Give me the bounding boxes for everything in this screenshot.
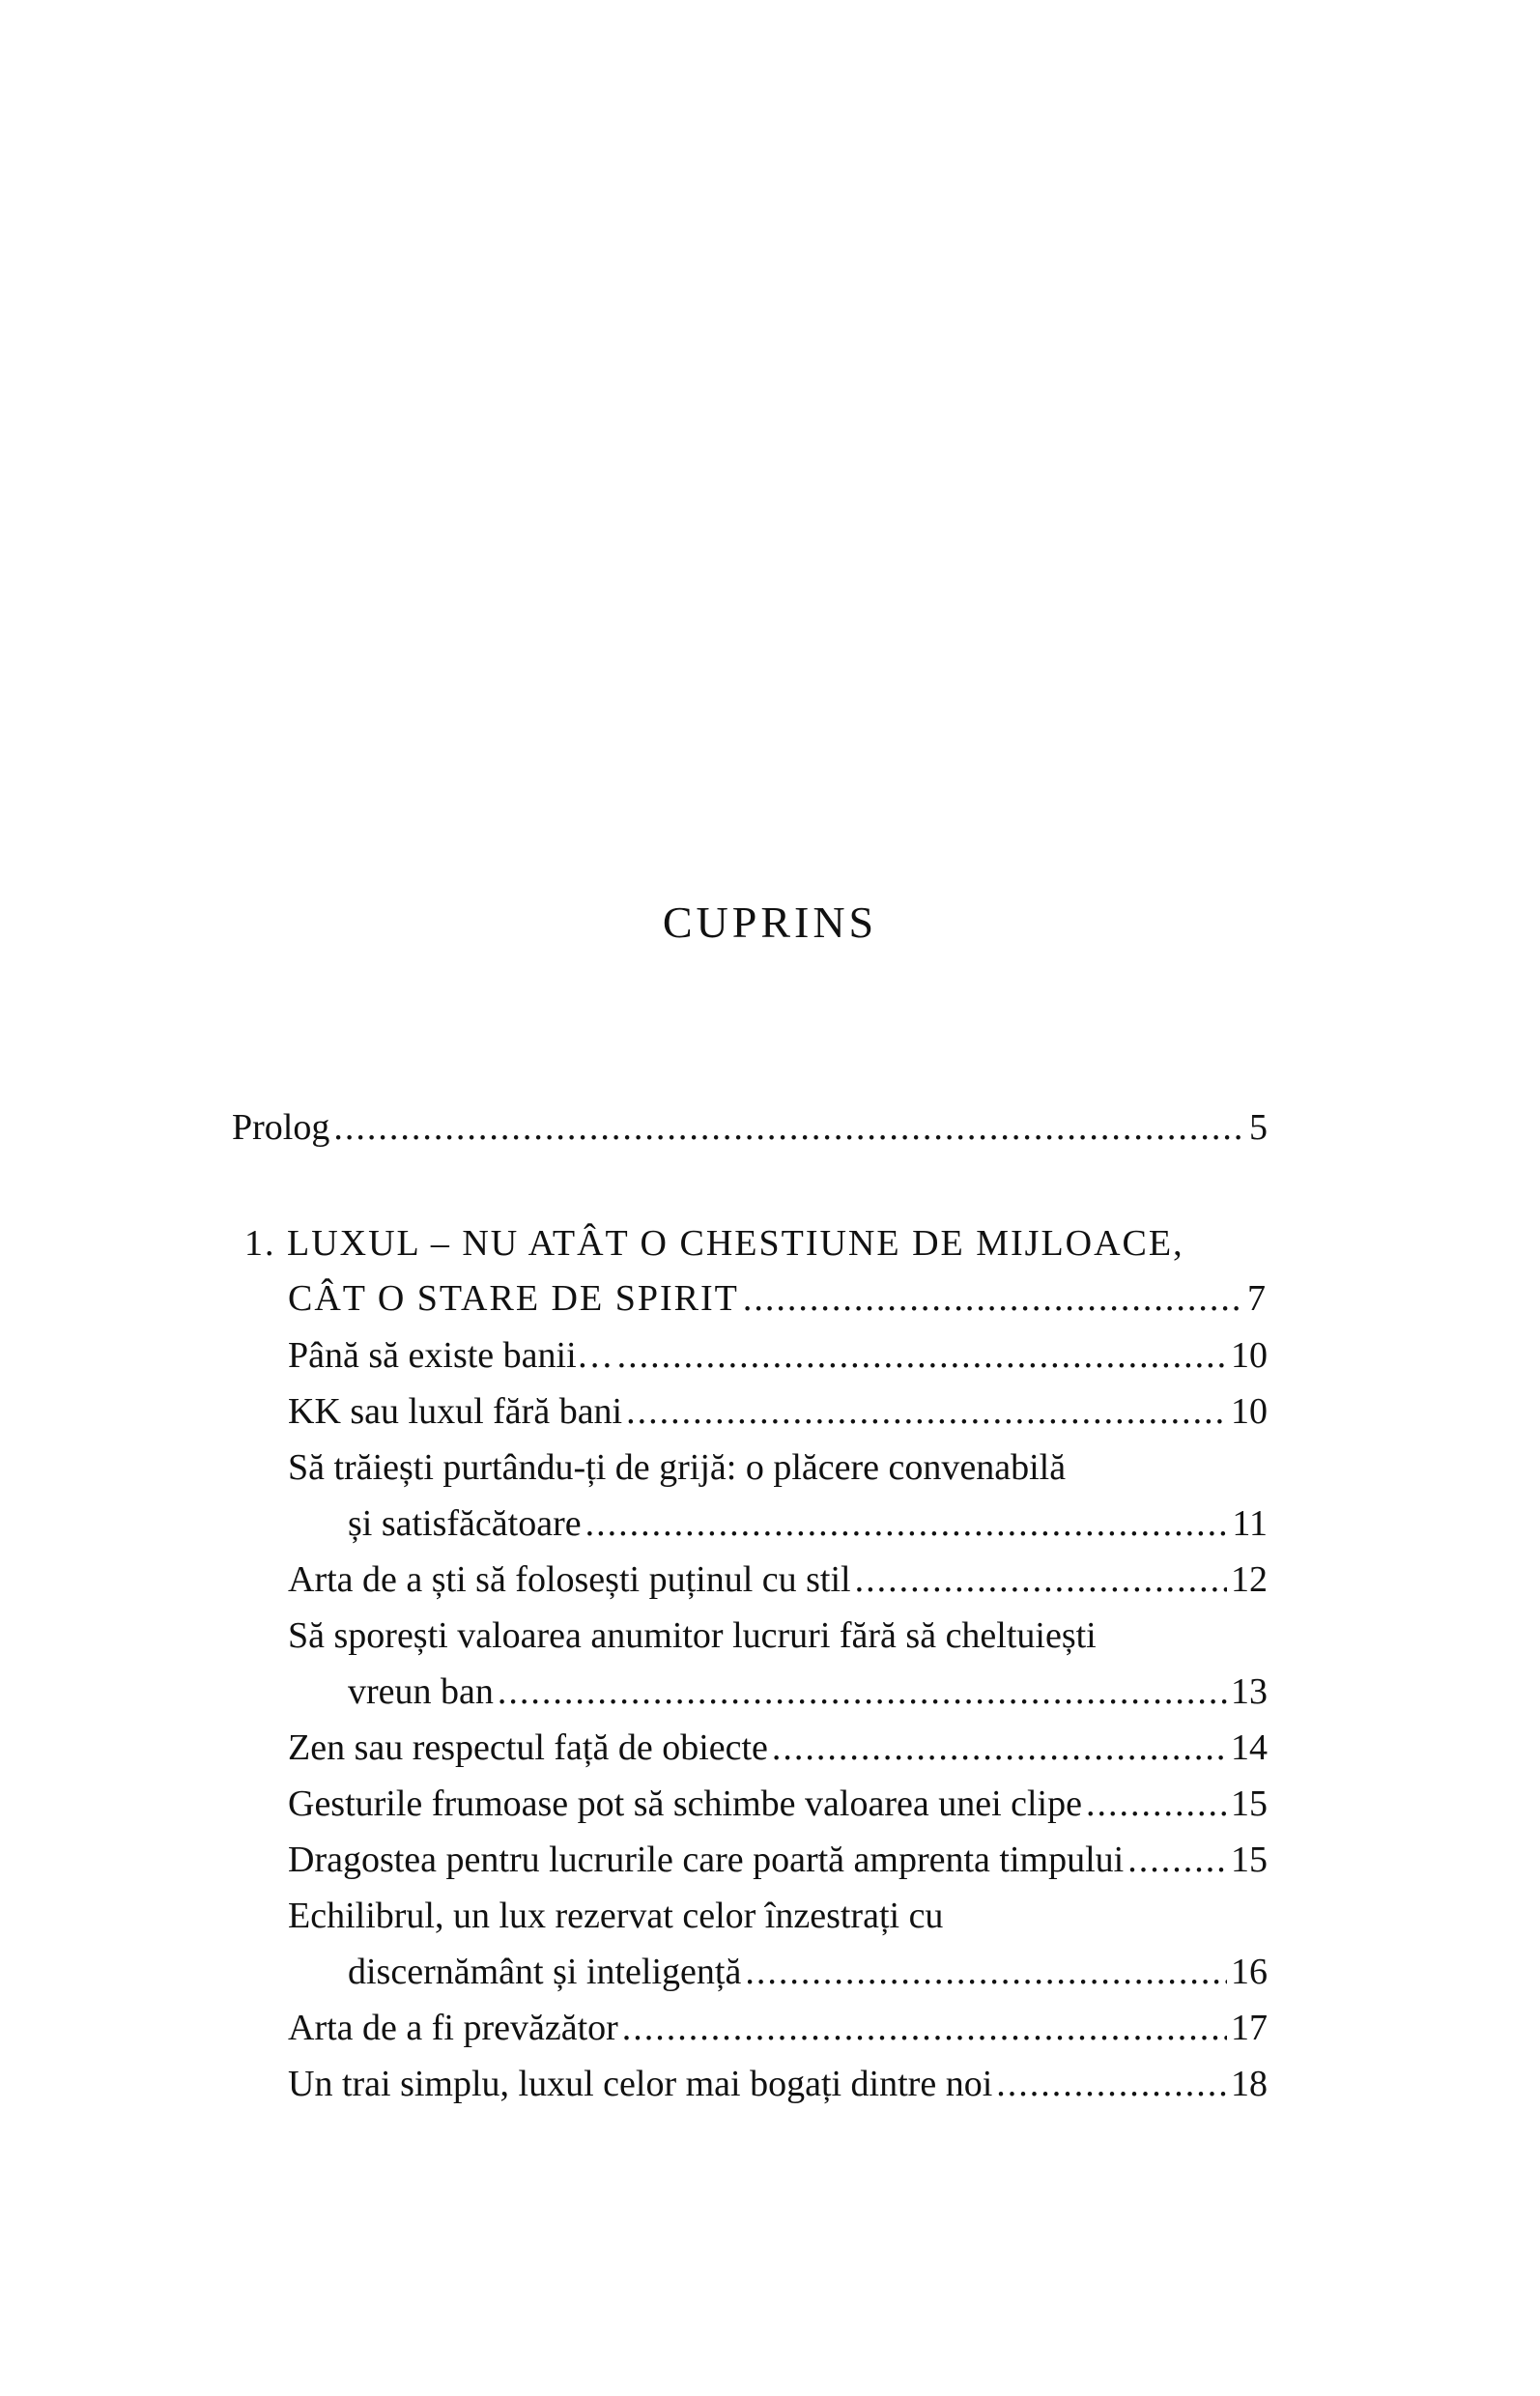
toc-entry-page: 10	[1231, 1335, 1268, 1376]
toc-entry-section	[288, 1331, 1268, 1380]
dot-leader	[622, 2004, 1227, 2052]
toc-entry-label: Arta de a ști să folosești puținul cu stil	[288, 1559, 851, 1600]
toc-entry-page: 10	[1231, 1391, 1268, 1432]
dot-leader	[333, 1103, 1245, 1152]
dot-leader	[498, 1668, 1227, 1716]
toc-entry-page: 15	[1231, 1840, 1268, 1880]
dot-leader	[617, 1331, 1227, 1380]
toc-entry-section	[348, 1668, 1268, 1716]
dot-leader	[743, 1274, 1243, 1323]
toc-entry-section	[288, 2004, 1268, 2052]
toc-entry-section	[288, 1724, 1268, 1772]
toc-entry-label: vreun ban	[348, 1671, 494, 1712]
dot-leader	[772, 1724, 1227, 1772]
toc-entry-page: 16	[1231, 1952, 1268, 1992]
toc-entry-page: 7	[1247, 1278, 1268, 1319]
dot-leader	[745, 1948, 1227, 1996]
toc-entry-label: KK sau luxul fără bani	[288, 1391, 623, 1432]
dot-leader	[1086, 1780, 1227, 1828]
toc-entry-label: CÂT O STARE DE SPIRIT	[288, 1278, 739, 1319]
dot-leader	[626, 1387, 1227, 1436]
toc-entry-label: Dragostea pentru lucrurile care poartă amprenta timpului	[288, 1840, 1125, 1880]
toc-entry-page: 14	[1231, 1727, 1268, 1768]
dot-leader	[855, 1555, 1227, 1604]
toc-entry-label: Gesturile frumoase pot să schimbe valoarea unei clipe	[288, 1783, 1082, 1824]
toc-entry-label: Prolog	[232, 1107, 330, 1148]
toc-entry-label: discernământ și inteligență	[348, 1952, 742, 1992]
toc-entry-section	[288, 1555, 1268, 1604]
toc-entry-label: și satisfăcătoare	[348, 1503, 582, 1544]
toc-entry-section	[348, 1499, 1268, 1548]
dot-leader	[996, 2060, 1227, 2108]
dot-leader	[585, 1499, 1229, 1548]
toc-entry-page: 18	[1231, 2064, 1268, 2104]
page-title: CUPRINS	[662, 898, 878, 947]
toc-entry-section	[348, 1948, 1268, 1996]
toc-entry-page: 5	[1249, 1107, 1268, 1148]
toc-entry-section-line1: Să sporești valoarea anumitor lucruri fără să cheltuiești	[288, 1615, 1097, 1656]
toc-entry-page: 17	[1231, 2008, 1268, 2048]
toc-entry-page: 11	[1232, 1503, 1268, 1544]
toc-entry-label: Zen sau respectul față de obiecte	[288, 1727, 768, 1768]
toc-entry-section-line1: Să trăiești purtându-ți de grijă: o plăcere convenabilă	[288, 1447, 1067, 1488]
toc-entry-section	[288, 1387, 1268, 1436]
toc-entry-label: Până să existe banii…	[288, 1335, 613, 1376]
toc-entry-page: 13	[1231, 1671, 1268, 1712]
toc-entry-section	[288, 2060, 1268, 2108]
toc-entry-chapter-1	[288, 1274, 1268, 1323]
toc-entry-section	[288, 1836, 1268, 1884]
toc-entry-section	[288, 1780, 1268, 1828]
toc-entry-label: Un trai simplu, luxul celor mai bogați dintre noi	[288, 2064, 993, 2104]
toc-entry-page: 12	[1231, 1559, 1268, 1600]
toc-entry-page: 15	[1231, 1783, 1268, 1824]
chapter-1-title-line1: 1. LUXUL – NU ATÂT O CHESTIUNE DE MIJLOACE,	[244, 1223, 1184, 1264]
dot-leader	[1127, 1836, 1227, 1884]
toc-entry-label: Arta de a fi prevăzător	[288, 2008, 618, 2048]
toc-entry-section-line1: Echilibrul, un lux rezervat celor înzestrați cu	[288, 1896, 944, 1936]
toc-entry-prolog	[232, 1103, 1268, 1152]
